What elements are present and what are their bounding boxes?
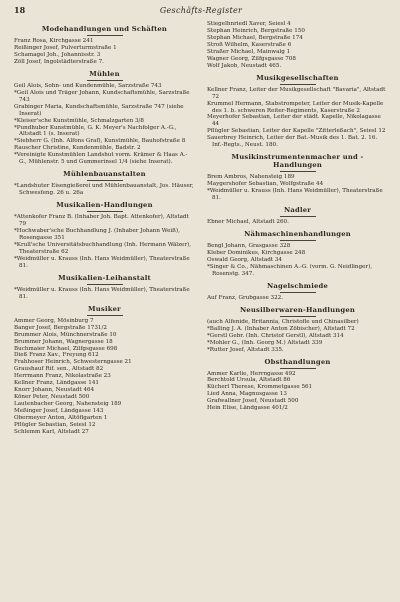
directory-entry: *Mohler G., (Inh. Georg M.) Altstadt 339: [207, 339, 323, 346]
directory-entry: Stiegelhnriedl Xaver, Seiesl 4: [207, 21, 291, 27]
section-heading: Nähmaschinenhandlungen: [207, 230, 388, 241]
directory-entry: Stephan Heinrich, Bergstraße 150: [207, 27, 305, 34]
section-heading: Obsthandlungen: [207, 358, 388, 369]
directory-entry: Stroß Wilhelm, Kaserstraße 6: [207, 41, 292, 48]
directory-entry: Brem Ambros, Nahensteig 189: [207, 174, 295, 181]
directory-entry: *Weidmüller u. Krauss (Inh. Hans Weidmüller), Theaterstraße 81.: [14, 286, 190, 300]
directory-entry: Krummel Hermann, Stabstrompeter, Leiter der Musik-Kapelle des 1. b. schweren Reiter-Regiments, Kaserstraße 2: [207, 100, 384, 114]
directory-entry: Auf Franz, Grubgasse 322.: [207, 294, 284, 301]
directory-entry: Zöll Josef, Ingolstädterstraße 7.: [14, 58, 104, 65]
directory-entry: Banger Josef, Bergstraße 1731/2: [14, 324, 107, 331]
page-header: [14, 3, 388, 17]
directory-entry: Ammer Georg, Mösinburg 7: [14, 317, 94, 324]
directory-entry: Dieß Franz Xav., Freyung 612: [14, 352, 99, 359]
directory-entry: Kleber Dominikus, Kirchgasse 248: [207, 249, 306, 256]
directory-entry: Lautenbacher Georg, Nahensteig 189: [14, 401, 122, 408]
directory-entry: Sauerbrey Heinrich, Leiter der Bat.-Musik des 1. Bat. 2. 16. Inf.-Regts., Neust. 180.: [207, 135, 378, 149]
directory-entry: *Vereinigte Kunstmühlen Landshut vorm. Krämer & Haas A.-G., Mühlenstr. 5 und Gummerinsel 1/4 (siehe Inserat).: [14, 152, 188, 166]
section-heading: Musikgesellschaften: [207, 74, 388, 85]
directory-entry: Maygershofer Sebastian, Wolfgstraße 44: [207, 181, 324, 188]
directory-entry: Herrmann Franz, Nikolastraße 23: [14, 373, 111, 380]
directory-entry: Obermeyer Anton, Altöflgarten 1: [14, 415, 108, 422]
directory-entry: Ebner Michael, Altstadt 260.: [207, 219, 289, 226]
directory-entry: Ammer Karlie, Herrngasse 492: [207, 370, 296, 377]
directory-entry: *Attenkofer Franz B. (Inhaber Joh. Bapt. Attenkofer), Altstadt 79: [14, 214, 189, 228]
page-title: Geschäfts-Register: [159, 5, 243, 15]
directory-entry: Oswald Georg, Altstadt 34: [207, 256, 282, 263]
directory-entry: Meßinger Josef, Ländgasse 143: [14, 408, 104, 415]
section-heading: Musikinstrumentenmacher und -Handlungen: [207, 153, 388, 172]
directory-entry: Buchmaier Michael, Zilfgsgasse 698: [14, 345, 118, 352]
directory-entry: Berchtold Ursula, Altstadt 86: [207, 377, 291, 384]
directory-entry: *Weidmüller u. Krauss (Inh. Hans Weidmüller), Theaterstraße 81.: [14, 255, 190, 269]
section-heading: Mühlen: [14, 70, 195, 81]
right-column: [207, 21, 388, 436]
directory-entry: Bengl Johann, Grasgasse 328: [207, 243, 291, 250]
directory-entry: Grafwallner Josef, Neustadt 500: [207, 398, 299, 405]
directory-entry: Stephan Michael, Bergstraße 174: [207, 34, 303, 41]
directory-entry: Knorr Johann, Neustadt 464: [14, 387, 95, 394]
directory-entry: *Rutter Josef, Altstadt 335.: [207, 346, 284, 353]
directory-entry: Kellner Franz, Ländgasse 141: [14, 380, 99, 387]
directory-entry: *Hochwaber'sche Buchhandlung J. (Inhaber Johann Weiß), Rosengasse 351: [14, 228, 180, 242]
directory-entry: Reißinger Josef, Pulverturmstraße 1: [14, 44, 117, 51]
directory-entry: Kellner Franz, Leiter der Musikgesellschaft "Bavaria", Altstadt 72: [207, 86, 386, 100]
directory-entry: *Singer & Co., Nähmaschinen A.-G. (vorm. G. Neidlinger), Rosenstg. 347.: [207, 263, 373, 277]
directory-entry: Schamagel Joh., Johannisstr. 3: [14, 51, 101, 58]
section-heading: Modehandlungen und Schäften: [14, 25, 195, 36]
directory-entry: Graushauf Rif. sen., Altstadt 82: [14, 366, 104, 373]
section-heading: Musiker: [14, 305, 195, 316]
directory-entry: *Gerstl Gebr. (Inh. Christof Gerstl), Altstadt 314: [207, 332, 344, 339]
directory-entry: Lied Anna, Magnusgasse 13: [207, 391, 287, 398]
directory-entry: *Weidmüller u. Krauss (Inh. Hans Weidmüller), Theaterstraße 81.: [207, 188, 383, 202]
section-heading: Nagelschmiede: [207, 282, 388, 293]
columns: [14, 21, 388, 436]
directory-entry: *Kleiser'sche Kunstmühle, Schmalzgarten 3/8: [14, 117, 144, 124]
directory-entry: (auch Alfenide, Britannia, Christofle und Chinasilber): [207, 318, 359, 325]
directory-entry: Kücherl Therese, Krommetgasse 561: [207, 384, 313, 391]
section-heading: Musikalien-Handlungen: [14, 201, 195, 212]
directory-entry: *Pundhuber Kunstmühle, G. K. Meyer's Nachfolger A.-G., Altstadt 1 (s. Inserat): [14, 124, 177, 138]
section-heading: Mühlenbauanstalten: [14, 170, 195, 181]
directory-entry: *Balling J. A. (Inhaber Anton Zöbischer), Altstadt 72: [207, 325, 355, 332]
directory-entry: Brummer Johann, Wagnergasse 18: [14, 338, 113, 345]
directory-entry: Köner Peter, Neustadt 500: [14, 394, 90, 401]
directory-entry: Pflügler Sebastian, Seiesl 12: [14, 421, 96, 428]
directory-entry: Grabinger Maria, Kundschaftsmühle, Sarzstraße 747 (siehe Inserat): [14, 103, 184, 117]
directory-entry: *Krull'sche Universitätsbuchhandlung (Inh. Hermann Wälzer), Theaterstraße 62: [14, 241, 191, 255]
directory-entry: Schlemm Karl, Altstadt 27: [14, 428, 89, 435]
directory-entry: Franz Rosa, Kirchgasse 241: [14, 38, 94, 44]
directory-entry: *Landshuter Eisengießerei und Mühlenbauanstalt, Jos. Häuser, Schwesfeng. 26 u. 26a: [14, 183, 194, 197]
directory-entry: Geil Alois, Sohn- und Kundenmühle, Sarzstraße 743: [14, 82, 162, 89]
left-column: [14, 21, 195, 436]
section-heading: Nadler: [207, 206, 388, 217]
directory-entry: Wagner Georg, Zilfgsgasse 708: [207, 55, 296, 62]
directory-entry: Frahhoser Heinrich, Schwesterngasse 21: [14, 359, 132, 366]
section-heading: Neusilberwaren-Handlungen: [207, 306, 388, 317]
directory-entry: *Siebherr G. (Inh. Alfons Graf), Kunstmühle, Bauhofstraße 8: [14, 138, 186, 145]
directory-entry: Wolf Jakob, Neustadt 465.: [207, 62, 282, 69]
directory-entry: Pflügler Sebastian, Leiter der Kapelle "Zitterleßach", Seiesl 12: [207, 128, 386, 135]
section-heading: Musikalien-Leihanstalt: [14, 274, 195, 285]
directory-entry: Rauscher Christine, Kundenmühle, Badstr. 2: [14, 145, 141, 152]
directory-entry: Meyerhofer Sebastian, Leiter der städt. Kapelle, Nikolagasse 44: [207, 114, 381, 128]
directory-entry: *Geil Alois und Träger Johann, Kundschaftsmühle, Sarzstraße 743: [14, 89, 190, 103]
directory-entry: Hein Elise, Ländgasse 401/2: [207, 405, 288, 412]
directory-entry: Straßer Michael, Mainwalg 1: [207, 48, 291, 55]
page-number: 18: [14, 5, 26, 15]
directory-entry: Brummer Alois, Münchnerstraße 10: [14, 331, 117, 338]
